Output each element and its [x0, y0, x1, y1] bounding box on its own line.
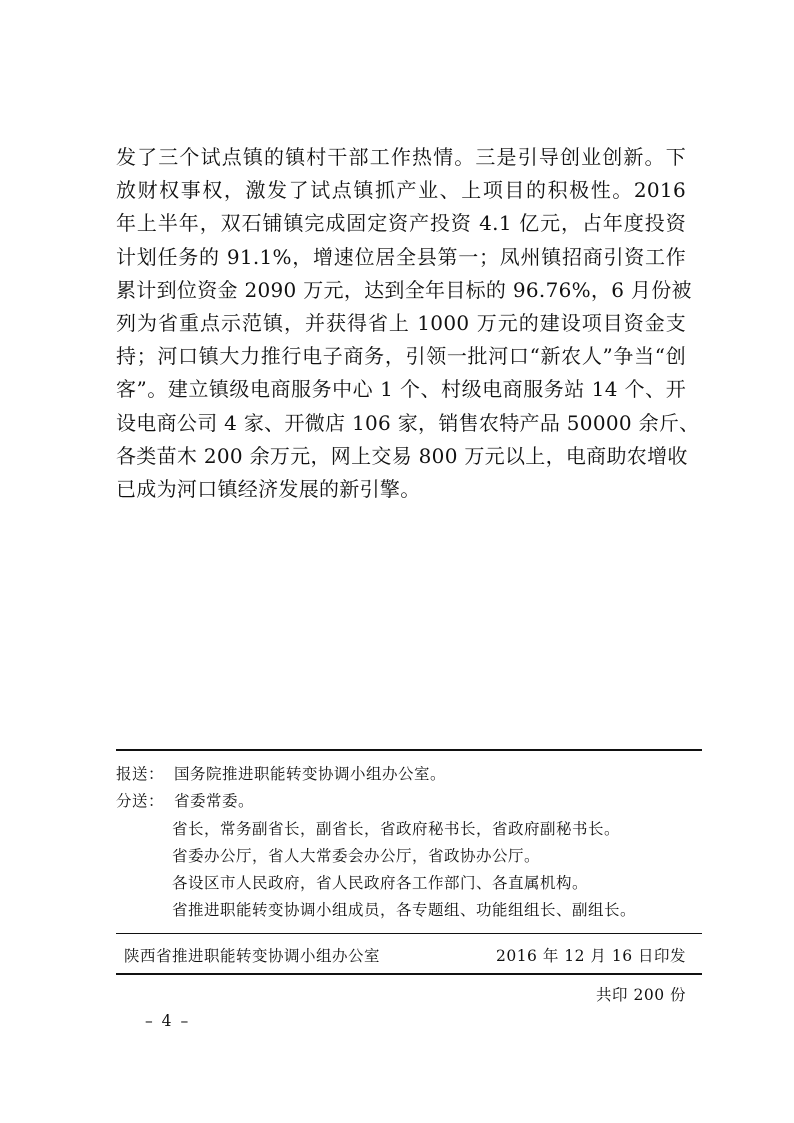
body-line: 已成为河口镇经济发展的新引擎。 — [116, 477, 421, 502]
body-line: 计划任务的 91.1%，增速位居全县第一；凤州镇招商引资工作 — [116, 244, 686, 269]
top-divider — [116, 749, 702, 751]
report-label: 报送： — [116, 765, 165, 783]
copy-recipient: 省推进职能转变协调小组成员，各专题组、功能组组长、副组长。 — [172, 901, 637, 920]
body-line: 年上半年，双石铺镇完成固定资产投资 4.1 亿元，占年度投资 — [116, 211, 686, 236]
body-line: 设电商公司 4 家、开微店 106 家，销售农特产品 50000 余斤、 — [116, 410, 700, 435]
copy-row — [116, 788, 702, 815]
page-number: – 4 – — [145, 1012, 191, 1030]
body-line: 列为省重点示范镇，并获得省上 1000 万元的建设项目资金支 — [116, 311, 686, 336]
body-line: 持；河口镇大力推行电子商务，引领一批河口“新农人”争当“创 — [116, 344, 686, 369]
distribution-list — [116, 761, 702, 925]
report-recipients: 国务院推进职能转变协调小组办公室。 — [174, 765, 447, 783]
copy-recipient: 省委办公厅，省人大常委会办公厅，省政协办公厅。 — [172, 846, 541, 865]
middle-divider — [116, 933, 702, 934]
body-line: 发了三个试点镇的镇村干部工作热情。三是引导创业创新。下 — [116, 145, 686, 169]
copy-label: 分送： — [116, 792, 165, 811]
issue-date: 2016 年 12 月 16 日印发 — [495, 947, 686, 965]
body-line: 各类苗木 200 余万元，网上交易 800 万元以上，电商助农增收 — [116, 443, 688, 468]
copy-recipient: 各设区市人民政府，省人民政府各工作部门、各直属机构。 — [172, 874, 589, 893]
bottom-divider — [116, 973, 702, 975]
copies-count: 共印 200 份 — [596, 986, 686, 1004]
body-line: 放财权事权，激发了试点镇抓产业、上项目的积极性。2016 — [116, 178, 686, 203]
body-paragraph — [116, 141, 700, 506]
issuer-name: 陕西省推进职能转变协调小组办公室 — [124, 947, 381, 965]
copy-recipient: 省长，常务副省长，副省长，省政府秘书长，省政府副秘书长。 — [172, 819, 621, 838]
report-row — [116, 761, 702, 788]
body-line: 客”。建立镇级电商服务中心 1 个、村级电商服务站 14 个、开 — [116, 377, 686, 402]
copy-recipient: 省委常委。 — [174, 792, 255, 811]
body-line: 累计到位资金 2090 万元，达到全年目标的 96.76%，6 月份被 — [116, 277, 692, 302]
